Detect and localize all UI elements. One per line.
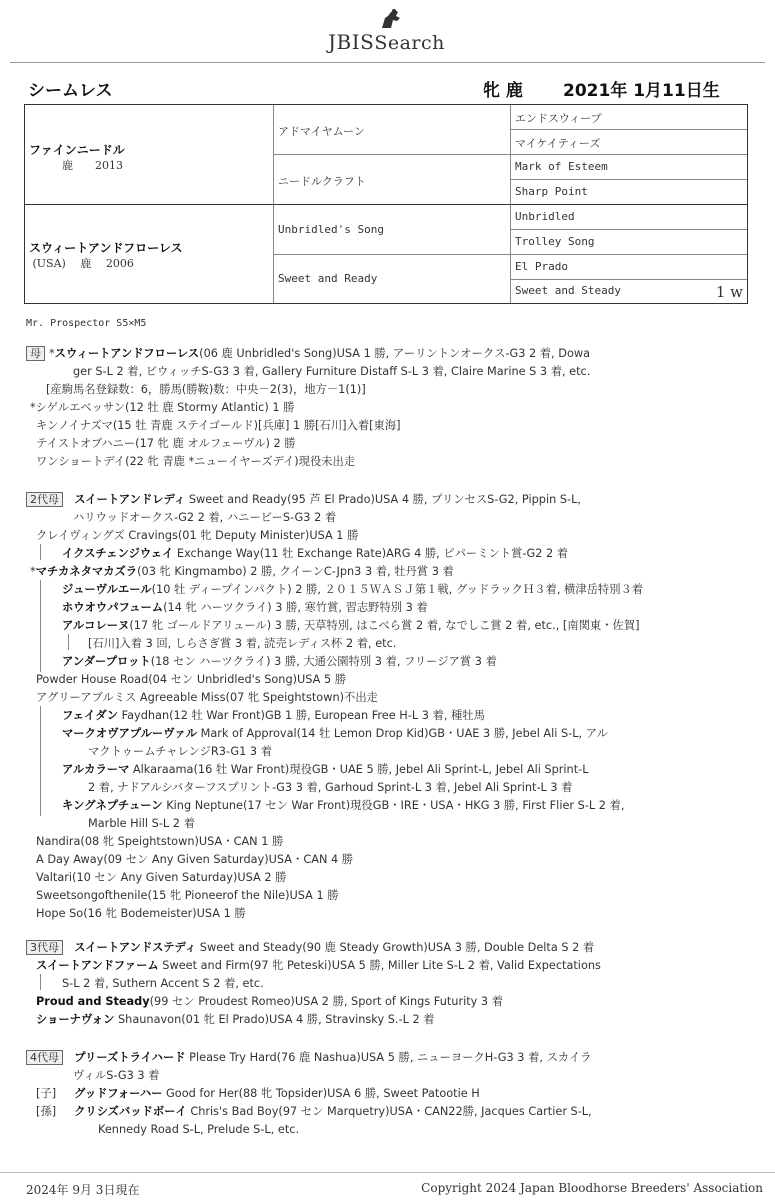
- section-tag: 2代母: [26, 492, 63, 507]
- list-item: ヴィルS-G3 3 着: [73, 1069, 160, 1082]
- pedigree-dam-cell: [25, 205, 274, 303]
- jbis-logo[interactable]: [318, 8, 458, 54]
- logo-text-search: Search: [374, 32, 445, 54]
- pedigree-gg-4: Sharp Point: [511, 180, 747, 205]
- horse-rider-icon: [376, 8, 404, 30]
- list-item: [孫] クリシズバッドボーイ Chris's Bad Boy(97 セン Marquetry)USA・CAN22勝, Jacques Cartier S-L,: [36, 1105, 592, 1118]
- horse-sex-color: 牝 鹿: [483, 81, 523, 101]
- list-item: Sweetsongofthenile(15 牝 Pioneerof the Nile)USA 1 勝: [36, 889, 339, 902]
- horse-link[interactable]: アンダープロット: [62, 655, 151, 668]
- pedigree-table: [24, 104, 748, 304]
- list-item: Marble Hill S-L 2 着: [88, 817, 195, 830]
- horse-link[interactable]: ジューヴルエール: [62, 583, 152, 596]
- list-item: アルカラーマ Alkaraama(16 牡 War Front)現役GB・UAE 5 勝, Jebel Ali Sprint-L, Jebel Ali Sprint-L: [62, 763, 589, 776]
- list-item: 2 着, ナドアルシバターフスプリント-G3 3 着, Garhoud Sprint-L 3 着, Jebel Ali Sprint-L 3 着: [88, 781, 573, 794]
- section-tag: 3代母: [26, 940, 63, 955]
- horse-link[interactable]: イクスチェンジウェイ: [62, 547, 174, 560]
- pedigree-gg-8: Sweet and Steady 1 w: [515, 283, 743, 301]
- section-tag: 4代母: [26, 1050, 63, 1065]
- list-item: ハリウッドオークス-G2 2 着, ハニービーS-G3 2 着: [73, 511, 337, 524]
- horse-link[interactable]: フェイダン: [62, 709, 119, 722]
- inbreeding-cross: Mr. Prospector S5×M5: [26, 318, 147, 329]
- list-item: ホウオウパフューム(14 牝 ハーツクライ) 3 勝, 寒竹賞, 習志野特別 3 着: [62, 601, 428, 614]
- horse-link[interactable]: スイートアンドファーム: [36, 959, 159, 972]
- list-item: イクスチェンジウェイ Exchange Way(11 牡 Exchange Rate)ARG 4 勝, ピパーミント賞-G2 2 着: [62, 547, 569, 560]
- list-item: Valtari(10 セン Any Given Saturday)USA 2 勝: [36, 871, 287, 884]
- horse-link[interactable]: グッドフォーハー: [74, 1087, 163, 1100]
- list-item: アグリーアブルミス Agreeable Miss(07 牝 Speightstown)不出走: [36, 691, 378, 704]
- list-item: マークオヴアプルーヴァル Mark of Approval(14 牡 Lemon Drop Kid)GB・UAE 3 勝, Jebel Ali S-L, アル: [62, 727, 608, 740]
- horse-link[interactable]: スイートアンドステディ: [74, 941, 197, 954]
- list-item: アルコレーヌ(17 牝 ゴールドアリュール) 3 勝, 天草特別, はこべら賞 2 着, なでしこ賞 2 着, etc., [南関東・佐賀]: [62, 619, 640, 632]
- horse-link[interactable]: クリシズバッドボーイ: [74, 1105, 187, 1118]
- list-item: キングネプチューン King Neptune(17 セン War Front)現役GB・IRE・USA・HKG 3 勝, First Flier S-L 2 着,: [62, 799, 625, 812]
- list-item: A Day Away(09 セン Any Given Saturday)USA・CAN 4 勝: [36, 853, 354, 866]
- pedigree-gg-7: El Prado: [511, 255, 747, 280]
- horse-link[interactable]: プリーズトライハード: [74, 1051, 186, 1064]
- header-divider: [10, 62, 765, 63]
- list-item: Hope So(16 牝 Bodemeister)USA 1 勝: [36, 907, 246, 920]
- horse-link[interactable]: ショーナヴォン: [36, 1013, 115, 1026]
- title-row: [28, 76, 758, 102]
- dam-details: (USA) 鹿 2006: [29, 257, 134, 270]
- list-item: *マチカネタマカズラ(03 牝 Kingmambo) 2 勝, クイーンC-Jpn3 3 着, 牡丹賞 3 着: [30, 565, 454, 578]
- list-item: 3代母 スイートアンドステディ Sweet and Steady(90 鹿 Steady Growth)USA 3 勝, Double Delta S 2 着: [26, 940, 594, 956]
- horse-name: シームレス: [28, 81, 113, 101]
- footer-divider: [0, 1172, 775, 1173]
- list-item: 4代母 プリーズトライハード Please Try Hard(76 鹿 Nashua)USA 5 勝, ニューヨークH-G3 3 着, スカイラ: [26, 1050, 591, 1066]
- list-item: [子] グッドフォーハー Good for Her(88 牝 Topsider)USA 6 勝, Sweet Patootie H: [36, 1087, 480, 1100]
- horse-link[interactable]: アルコレーヌ: [62, 619, 130, 632]
- horse-link[interactable]: マチカネタマカズラ: [35, 565, 138, 578]
- list-item: Nandira(08 牝 Speightstown)USA・CAN 1 勝: [36, 835, 284, 848]
- list-item: マクトゥームチャレンジR3-G1 3 着: [88, 745, 272, 758]
- horse-link[interactable]: ホウオウパフューム: [62, 601, 164, 614]
- horse-link[interactable]: Proud and Steady: [36, 995, 150, 1008]
- dam-name[interactable]: スウィートアンドフローレス: [29, 241, 183, 255]
- list-item: フェイダン Faydhan(12 牡 War Front)GB 1 勝, European Free H-L 3 着, 種牡馬: [62, 709, 485, 722]
- pedigree-sire-dam: ニードルクラフト: [274, 155, 511, 205]
- family-number: 1 w: [715, 283, 743, 301]
- logo-text-jbis: JBIS: [328, 30, 375, 54]
- pedigree-gg-5: Unbridled: [511, 205, 747, 230]
- list-item: ジューヴルエール(10 牡 ディープインパクト) 2 勝, ２０１５ＷＡＳＪ第１戦, グッドラックＨ３着, 横津岳特別３着: [62, 583, 644, 596]
- horse-link[interactable]: アルカラーマ: [62, 763, 130, 776]
- horse-link[interactable]: スウィートアンドフローレス: [54, 347, 200, 360]
- list-item: [産駒馬名登録数：6，勝馬(勝鞍)数：中央－2(3)，地方－1(1)]: [46, 383, 366, 396]
- pedigree-sire-sire: アドマイヤムーン: [274, 105, 511, 155]
- list-item: Proud and Steady(99 セン Proudest Romeo)USA 2 勝, Sport of Kings Futurity 3 着: [36, 995, 504, 1008]
- sire-details: 鹿 2013: [29, 159, 123, 172]
- list-item: [石川]入着 3 回, しらさぎ賞 3 着, 読売レディス杯 2 着, etc.: [88, 637, 397, 650]
- list-item: キンノイナズマ(15 牡 青鹿 ステイゴールド)[兵庫] 1 勝[石川]入着[東海]: [36, 419, 401, 432]
- horse-link[interactable]: キングネプチューン: [62, 799, 163, 812]
- list-item: スイートアンドファーム Sweet and Firm(97 牝 Peteski)USA 5 勝, Miller Lite S-L 2 着, Valid Expectations: [36, 959, 601, 972]
- list-item: ger S-L 2 着, ビウィッチS-G3 3 着, Gallery Furniture Distaff S-L 3 着, Claire Marine S 3 着, etc.: [73, 365, 591, 378]
- footer-copyright: Copyright 2024 Japan Bloodhorse Breeders' Association: [421, 1181, 763, 1195]
- pedigree-sire-cell: [25, 105, 274, 205]
- list-item: クレイヴィングズ Cravings(01 牝 Deputy Minister)USA 1 勝: [36, 529, 359, 542]
- pedigree-gg-2: マイケイティーズ: [511, 130, 747, 155]
- list-item: 2代母 スイートアンドレディ Sweet and Ready(95 芦 El Prado)USA 4 勝, プリンセスS-G2, Pippin S-L,: [26, 492, 581, 508]
- list-item: テイストオブハニー(17 牝 鹿 オルフェーヴル) 2 勝: [36, 437, 296, 450]
- list-item: Powder House Road(04 セン Unbridled's Song)USA 5 勝: [36, 673, 347, 686]
- list-item: ショーナヴォン Shaunavon(01 牝 El Prado)USA 4 勝, Stravinsky S.-L 2 着: [36, 1013, 435, 1026]
- list-item: Kennedy Road S-L, Prelude S-L, etc.: [98, 1123, 300, 1136]
- section-tag: 母: [26, 346, 45, 361]
- list-item: アンダープロット(18 セン ハーツクライ) 3 勝, 大通公園特別 3 着, フリージア賞 3 着: [62, 655, 497, 668]
- footer-date: 2024年 9月 3日現在: [26, 1183, 140, 1197]
- horse-link[interactable]: スイートアンドレディ: [74, 493, 186, 506]
- list-item: S-L 2 着, Suthern Accent S 2 着, etc.: [62, 977, 264, 990]
- pedigree-gg-1: エンドスウィープ: [511, 105, 747, 130]
- pedigree-dam-sire: Unbridled's Song: [274, 205, 511, 255]
- pedigree-dam-dam: Sweet and Ready: [274, 255, 511, 303]
- list-item: *シゲルエベッサン(12 牡 鹿 Stormy Atlantic) 1 勝: [30, 401, 295, 414]
- horse-link[interactable]: マークオヴアプルーヴァル: [62, 727, 197, 740]
- horse-birth-date: 2021年 1月11日生: [563, 81, 720, 101]
- pedigree-gg-3: Mark of Esteem: [511, 155, 747, 180]
- list-item: ワンショートデイ(22 牝 青鹿 *ニューイヤーズデイ)現役未出走: [36, 455, 356, 468]
- pedigree-gg-6: Trolley Song: [511, 230, 747, 255]
- sire-name[interactable]: ファインニードル: [29, 143, 125, 157]
- list-item: 母 *スウィートアンドフローレス(06 鹿 Unbridled's Song)USA 1 勝, アーリントンオークス-G3 2 着, Dowa: [26, 346, 590, 362]
